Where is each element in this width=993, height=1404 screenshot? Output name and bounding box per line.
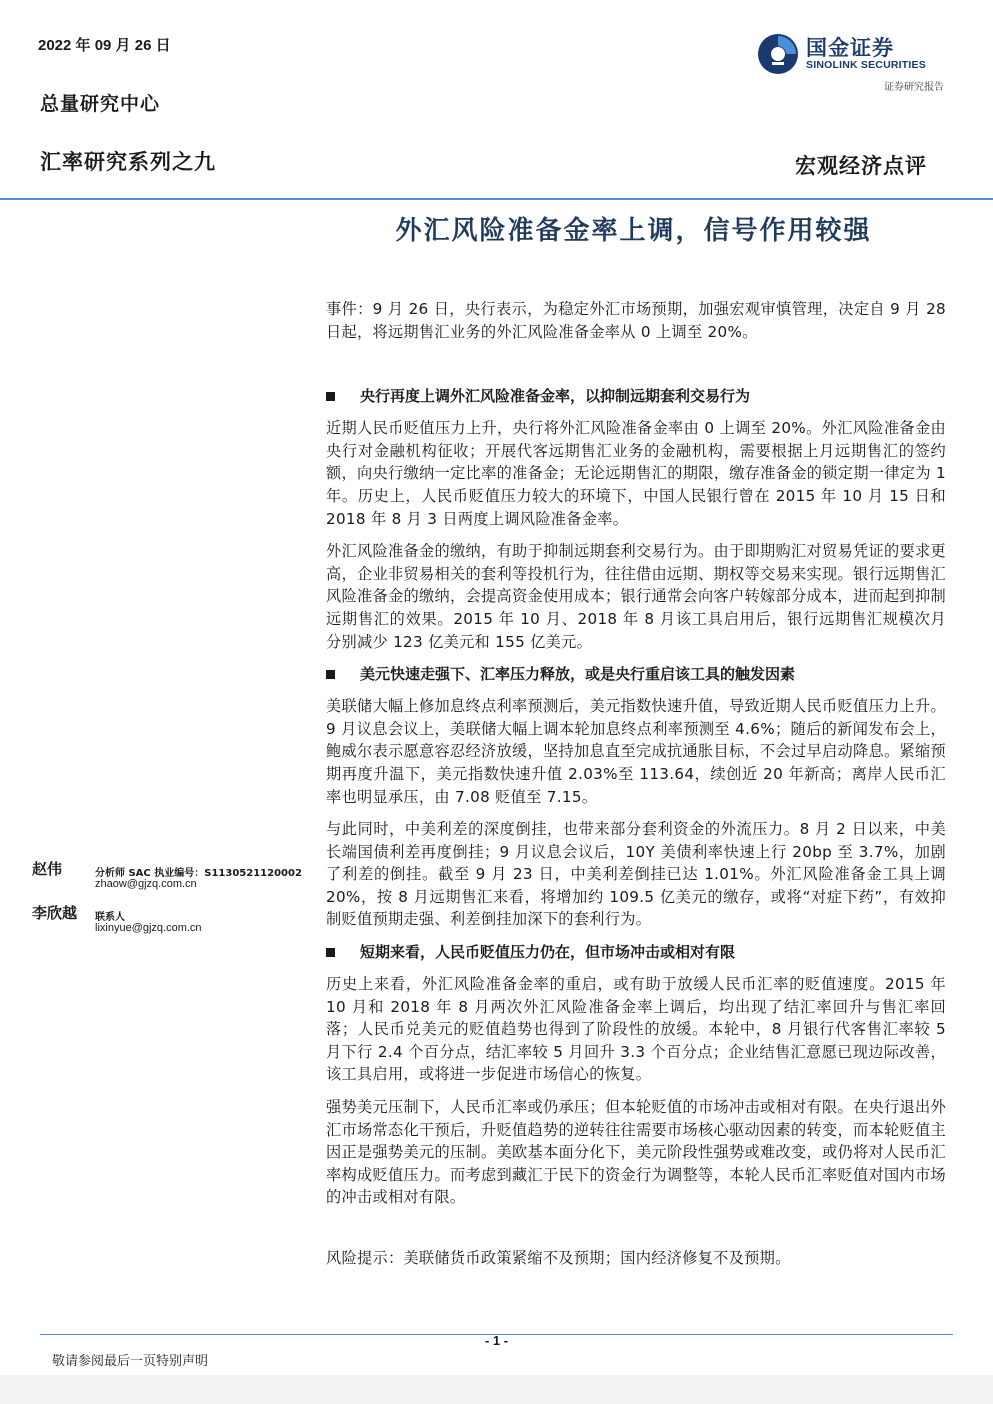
body-paragraph: 外汇风险准备金的缴纳，有助于抑制远期套利交易行为。由于即期购汇对贸易凭证的要求更高，企业非贸易相关的套利等投机行为，往往借由远期、期权等交易来实现。银行远期售汇风险准备金的缴纳，会提高资金使用成本；银行通常会向客户转嫁部分成本，进而起到抑制远期售汇的效果。2015 年 10 月、2018 年 8 月该工具启用后，银行远期售汇规模次月分别减少 123 亿美元和 155 亿美元。 — [326, 542, 946, 651]
series-name: 汇率研究系列之九 — [40, 149, 216, 174]
author-email[interactable]: lixinyue@gjzq.com.cn — [95, 922, 202, 934]
body-paragraph: 与此同时，中美利差的深度倒挂，也带来部分套利资金的外流压力。8 月 2 日以来，中美长端国债利差再度倒挂；9 月议息会议后，10Y 美债利率快速上行 20bp 至 3.7%，加剧了利差的倒挂。截至 9 月 23 日，中美利差倒挂已达 1.01%。外汇风险准备金工具上调 20%，按 8 月远期售汇来看，将增加约 109.5 亿美元的缴存，或将“对症下药”，有效抑制贬值预期走强、利差倒挂加深下的套利行为。 — [326, 820, 946, 929]
report-body — [326, 298, 946, 1280]
square-bullet-icon — [326, 670, 335, 679]
square-bullet-icon — [326, 392, 335, 401]
page-title: 外汇风险准备金率上调，信号作用较强 — [395, 216, 872, 246]
event-summary: 事件：9 月 26 日，央行表示，为稳定外汇市场预期，加强宏观审慎管理，决定自 9 月 28 日起，将远期售汇业务的外汇风险准备金率从 0 上调至 20%。 — [326, 300, 946, 341]
report-category-label: 证券研究报告 — [884, 82, 944, 93]
logo-text-cn: 国金证券 — [806, 36, 894, 60]
logo-text-en: SINOLINK SECURITIES — [806, 59, 926, 71]
author-email[interactable]: zhaow@gjzq.com.cn — [95, 878, 197, 890]
body-paragraph: 美联储大幅上修加息终点利率预测后，美元指数快速升值，导致近期人民币贬值压力上升。9 月议息会议上，美联储大幅上调本轮加息终点利率预测至 4.6%；随后的新闻发布会上，鲍威尔表示愿意容忍经济放缓，坚持加息直至完成抗通胀目标，不会过早启动降息。紧缩预期再度升温下，美元指数快速升值 2.03%至 113.64，续创近 20 年新高；离岸人民币汇率也明显承压，由 7.08 贬值至 7.15。 — [326, 697, 946, 806]
body-paragraph: 近期人民币贬值压力上升，央行将外汇风险准备金率由 0 上调至 20%。外汇风险准备金由央行对金融机构征收；开展代客远期售汇业务的金融机构，需要根据上月远期售汇的签约额，向央行缴纳一定比率的准备金；无论远期售汇的期限，缴存准备金的锁定期一律定为 1 年。历史上，人民币贬值压力较大的环境下，中国人民银行曾在 2015 年 10 月 15 日和 2018 年 8 月 3 日两度上调风险准备金率。 — [326, 419, 946, 528]
section-heading-text: 央行再度上调外汇风险准备金率，以抑制远期套利交易行为 — [360, 387, 751, 406]
report-date: 2022 年 09 月 26 日 — [38, 37, 171, 54]
risk-warning: 风险提示：美联储货币政策紧缩不及预期；国内经济修复不及预期。 — [326, 1249, 791, 1267]
body-paragraph: 历史上来看，外汇风险准备金率的重启，或有助于放缓人民币汇率的贬值速度。2015 年 10 月和 2018 年 8 月两次外汇风险准备金率上调后，均出现了结汇率回升与售汇率回落；人民币兑美元的贬值趋势也得到了阶段性的放缓。本轮中，8 月银行代客售汇率较 5 月下行 2.4 个百分点，结汇率较 5 月回升 3.3 个百分点；企业结售汇意愿已现边际改善，该工具启用，或将进一步促进市场信心的恢复。 — [326, 975, 946, 1084]
author-card — [32, 858, 312, 906]
body-paragraph: 强势美元压制下，人民币汇率或仍承压；但本轮贬值的市场冲击或相对有限。在央行退出外汇市场常态化干预后，升贬值趋势的逆转往往需要市场核心驱动因素的转变，而本轮贬值主因正是强势美元的压制。美欧基本面分化下，美元阶段性强势或难改变，或仍将对人民币汇率构成贬值压力。而考虑到藏汇于民下的资金行为调整等，本轮人民币汇率贬值对国内市场的冲击或相对有限。 — [326, 1098, 946, 1207]
square-bullet-icon — [326, 948, 335, 957]
author-role: 联系人 — [95, 912, 125, 923]
report-type: 宏观经济点评 — [795, 153, 927, 178]
author-role: 分析师 SAC 执业编号：S1130521120002 — [95, 868, 302, 879]
section-heading-text: 美元快速走强下、汇率压力释放，或是央行重启该工具的触发因素 — [360, 665, 796, 684]
author-name: 李欣越 — [32, 904, 78, 922]
page-number: - 1 - — [484, 1333, 509, 1348]
section-heading — [326, 663, 946, 685]
author-panel — [32, 858, 312, 950]
section-heading-text: 短期来看，人民币贬值压力仍在，但市场冲击或相对有限 — [360, 943, 736, 962]
header-divider — [0, 198, 993, 200]
section-heading — [326, 385, 946, 407]
author-name: 赵伟 — [32, 860, 63, 878]
page-bottom-band — [0, 1375, 993, 1404]
author-card — [32, 902, 312, 950]
section-heading — [326, 941, 946, 963]
company-logo — [756, 28, 946, 80]
logo-mark-icon — [756, 32, 800, 76]
disclaimer-note: 敬请参阅最后一页特别声明 — [52, 1354, 209, 1369]
department-name: 总量研究中心 — [40, 93, 161, 115]
